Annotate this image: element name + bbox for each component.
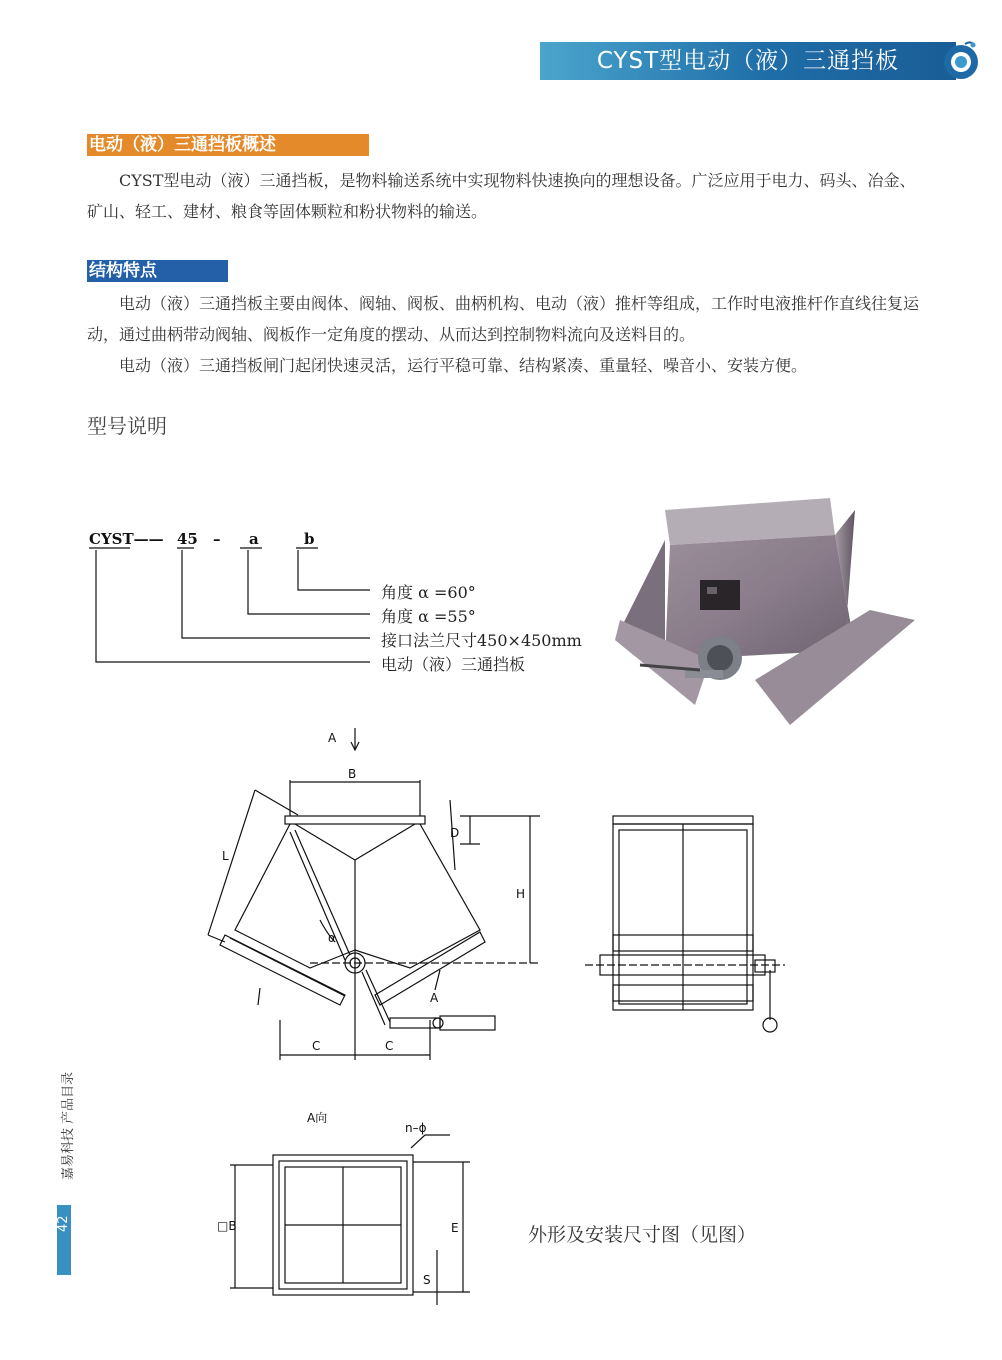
catalog-label: 嘉易科技 产品目录 (61, 1071, 76, 1180)
dim-label-E: E (451, 1221, 459, 1235)
model-code-dash: – (213, 530, 221, 548)
dim-label-A-bottom: A (430, 991, 439, 1005)
model-code-prefix: CYST—— (89, 530, 164, 548)
overview-paragraph: CYST型电动（液）三通挡板，是物料输送系统中实现物料快速换向的理想设备。广泛应用于电力、码头、冶金、矿山、轻工、建材、粮食等固体颗粒和粉状物料的输送。 (87, 171, 916, 221)
model-code-size: 45 (177, 530, 198, 548)
structure-paragraph-1: 电动（液）三通挡板主要由阀体、阀轴、阀板、曲柄机构、电动（液）推杆等组成，工作时电液推杆作直线往复运动，通过曲柄带动阀轴、阀板作一定角度的摆动、从而达到控制物料流向及送料目的。 (87, 294, 920, 344)
a-view-title: A向 (307, 1111, 328, 1125)
legend-product-name: 电动（液）三通挡板 (381, 655, 526, 674)
side-view-drawing (585, 810, 795, 1055)
dim-label-B: B (348, 767, 357, 781)
dim-label-C-left: C (312, 1039, 321, 1053)
n-phi-label: n–ϕ (405, 1121, 427, 1135)
product-photo (605, 490, 935, 735)
a-direction-view-drawing (215, 1100, 480, 1310)
dim-label-alpha: α (328, 931, 336, 945)
model-description-title: 型号说明 (87, 414, 167, 438)
legend-angle-60: 角度 α =60° (381, 583, 476, 602)
dim-label-A-top: A (328, 731, 337, 745)
dim-label-S: S (423, 1273, 431, 1287)
dim-label-D: D (450, 826, 460, 840)
model-code-b: b (304, 530, 315, 548)
drawing-caption: 外形及安装尺寸图（见图） (528, 1224, 757, 1246)
overview-heading: 电动（液）三通挡板概述 (87, 134, 369, 156)
square-b-label: □B (217, 1219, 237, 1233)
dim-label-H: H (516, 887, 526, 901)
dim-label-C-right: C (385, 1039, 394, 1053)
structure-paragraph-2: 电动（液）三通挡板闸门起闭快速灵活，运行平稳可靠、结构紧凑、重量轻、噪音小、安装方便。 (119, 356, 808, 375)
legend-angle-55: 角度 α =55° (381, 607, 476, 626)
structure-heading: 结构特点 (87, 260, 228, 282)
model-code-a: a (249, 530, 259, 548)
dim-label-L: L (222, 849, 229, 863)
header-title-banner: CYST型电动（液）三通挡板 (540, 42, 956, 80)
legend-flange-size: 接口法兰尺寸450×450mm (381, 631, 582, 650)
page-number: 42 (56, 1215, 71, 1232)
